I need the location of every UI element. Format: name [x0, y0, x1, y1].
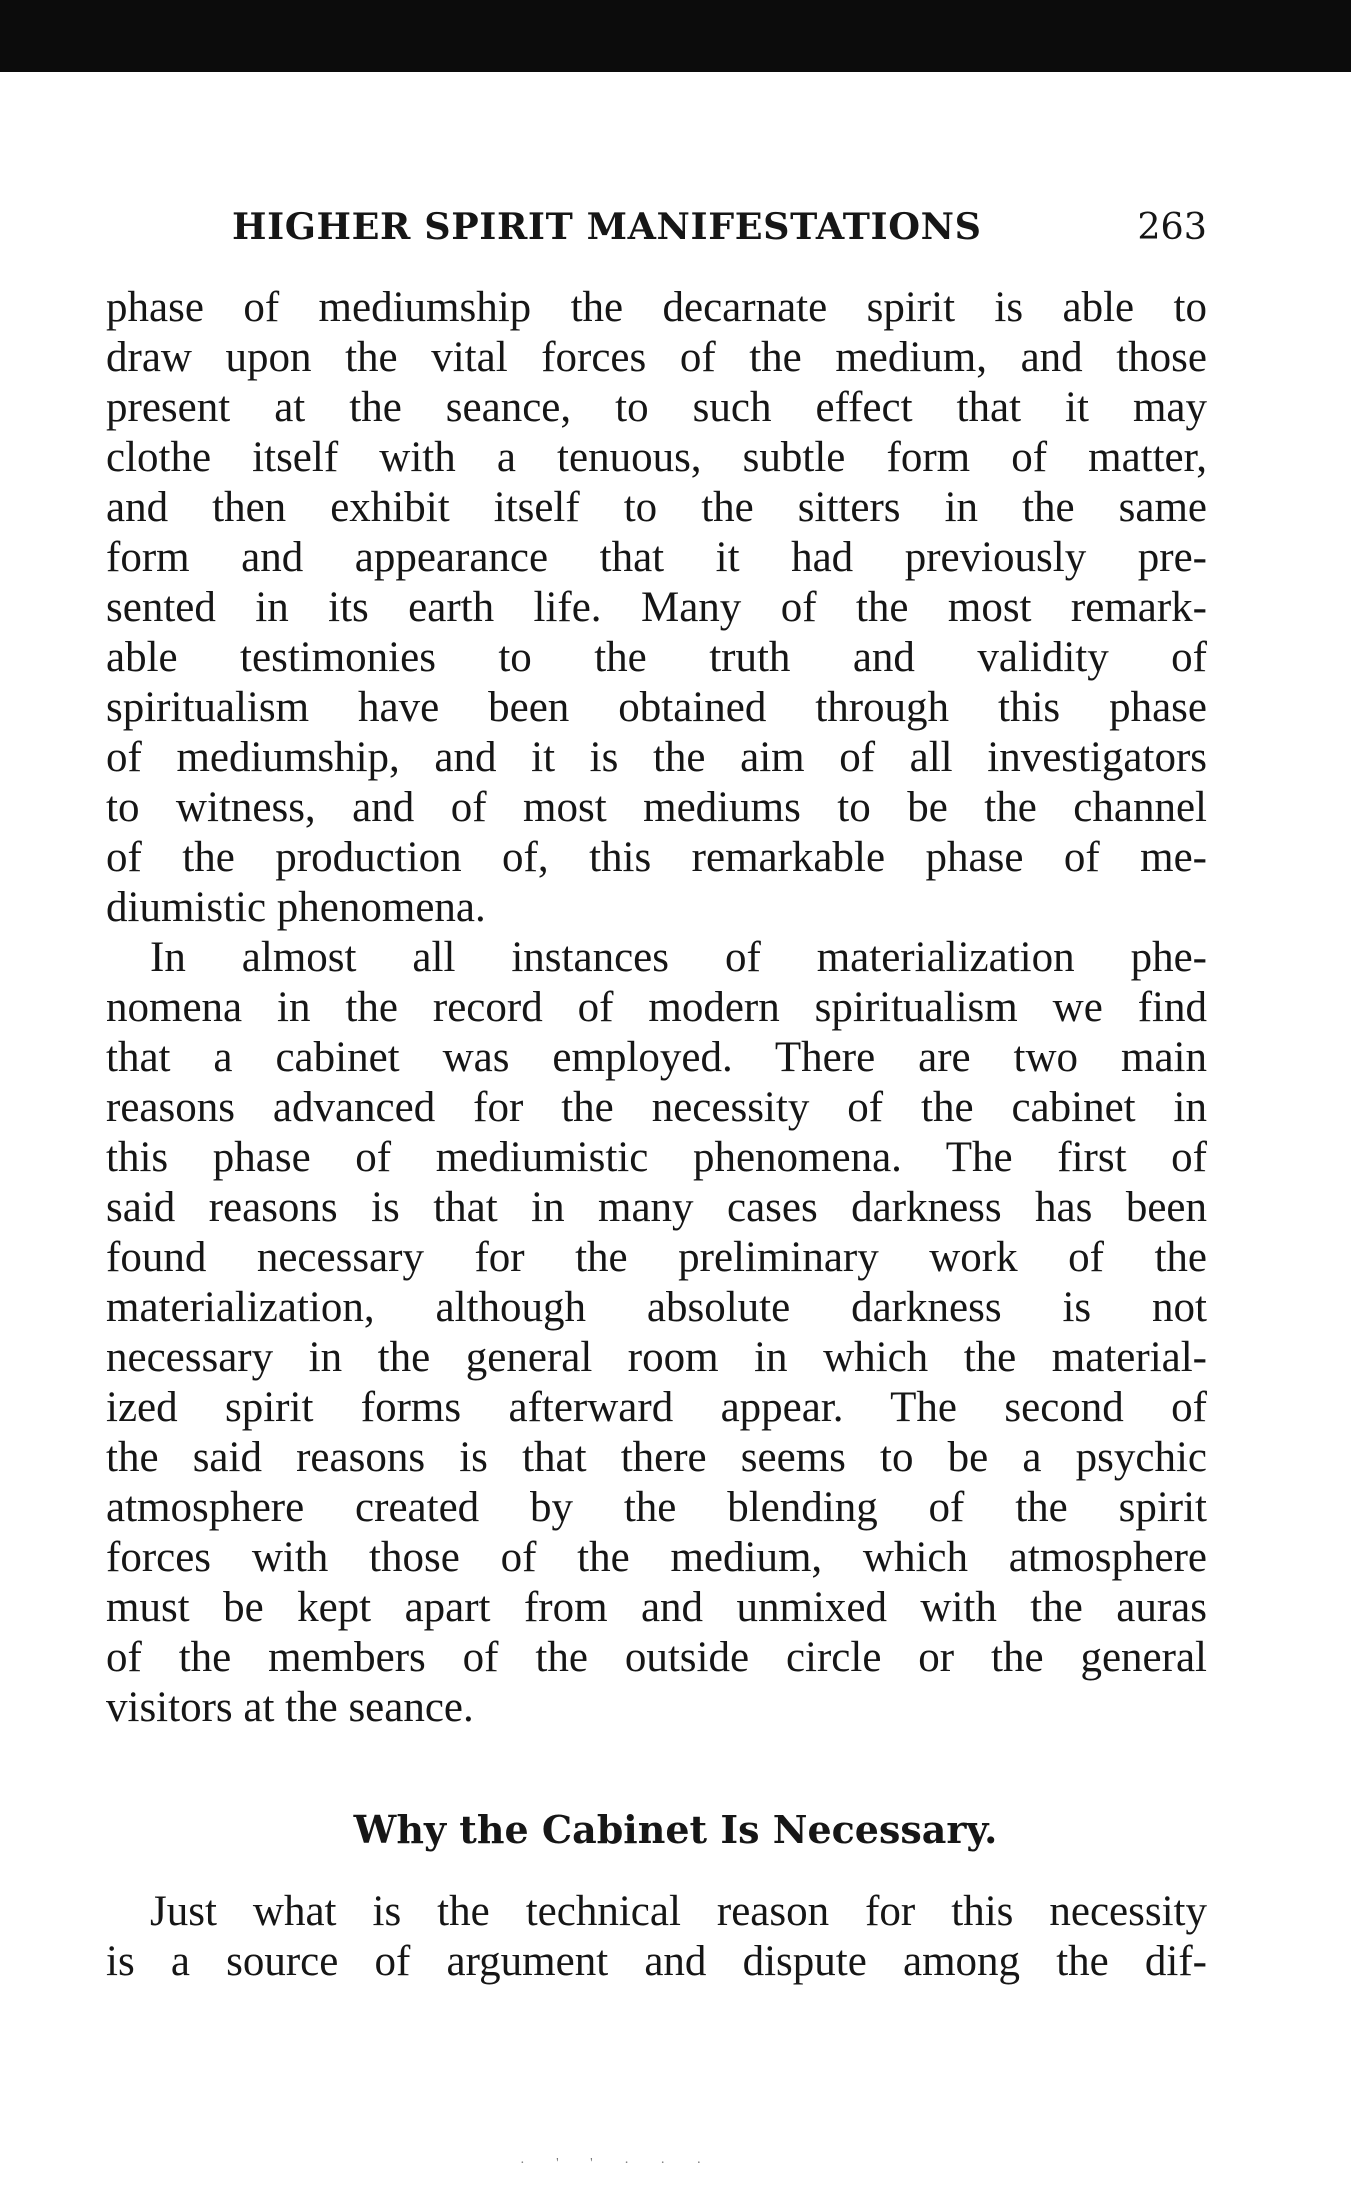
text-line: Just what is the technical reason for this necessity — [150, 1888, 1207, 1935]
text-line: present at the seance, to such effect that it may — [106, 384, 1207, 431]
text-line: ized spirit forms afterward appear. The second of — [106, 1384, 1207, 1431]
text-line: forces with those of the medium, which atmosphere — [106, 1534, 1207, 1581]
text-line: spiritualism have been obtained through this phase — [106, 684, 1207, 731]
text-line: this phase of mediumistic phenomena. The first of — [106, 1134, 1207, 1181]
text-line: draw upon the vital forces of the medium, and those — [106, 334, 1207, 381]
page-number: 263 — [1137, 205, 1207, 248]
text-line: sented in its earth life. Many of the most remark- — [106, 584, 1207, 631]
text-line: nomena in the record of modern spiritualism we find — [106, 984, 1207, 1031]
text-line: that a cabinet was employed. There are two main — [106, 1034, 1207, 1081]
text-line: diumistic phenomena. — [106, 884, 486, 931]
running-title: HIGHER SPIRIT MANIFESTATIONS — [232, 205, 982, 248]
text-line: phase of mediumship the decarnate spirit is able to — [106, 284, 1207, 331]
text-line: found necessary for the preliminary work of the — [106, 1234, 1207, 1281]
text-line: must be kept apart from and unmixed with the auras — [106, 1584, 1207, 1631]
text-line: atmosphere created by the blending of the spirit — [106, 1484, 1207, 1531]
text-line: visitors at the seance. — [106, 1684, 474, 1731]
text-line: to witness, and of most mediums to be the channel — [106, 784, 1207, 831]
running-head — [232, 205, 1207, 255]
scan-edge-bar — [0, 0, 1351, 72]
text-line: said reasons is that in many cases darkness has been — [106, 1184, 1207, 1231]
text-line: of mediumship, and it is the aim of all investigators — [106, 734, 1207, 781]
text-line: form and appearance that it had previously pre- — [106, 534, 1207, 581]
text-line: of the production of, this remarkable phase of me- — [106, 834, 1207, 881]
text-line: In almost all instances of materialization phe- — [150, 934, 1207, 981]
text-line: able testimonies to the truth and validity of — [106, 634, 1207, 681]
text-line: of the members of the outside circle or the general — [106, 1634, 1207, 1681]
text-line: the said reasons is that there seems to be a psychic — [106, 1434, 1207, 1481]
text-line: is a source of argument and dispute among the dif- — [106, 1938, 1207, 1985]
text-line: necessary in the general room in which the material- — [106, 1334, 1207, 1381]
section-heading: Why the Cabinet Is Necessary. — [353, 1807, 998, 1852]
text-line: materialization, although absolute darkness is not — [106, 1284, 1207, 1331]
text-line: and then exhibit itself to the sitters in the same — [106, 484, 1207, 531]
scan-specks: · ' ' · · · — [520, 2156, 716, 2171]
text-line: clothe itself with a tenuous, subtle form of matter, — [106, 434, 1207, 481]
text-line: reasons advanced for the necessity of the cabinet in — [106, 1084, 1207, 1131]
